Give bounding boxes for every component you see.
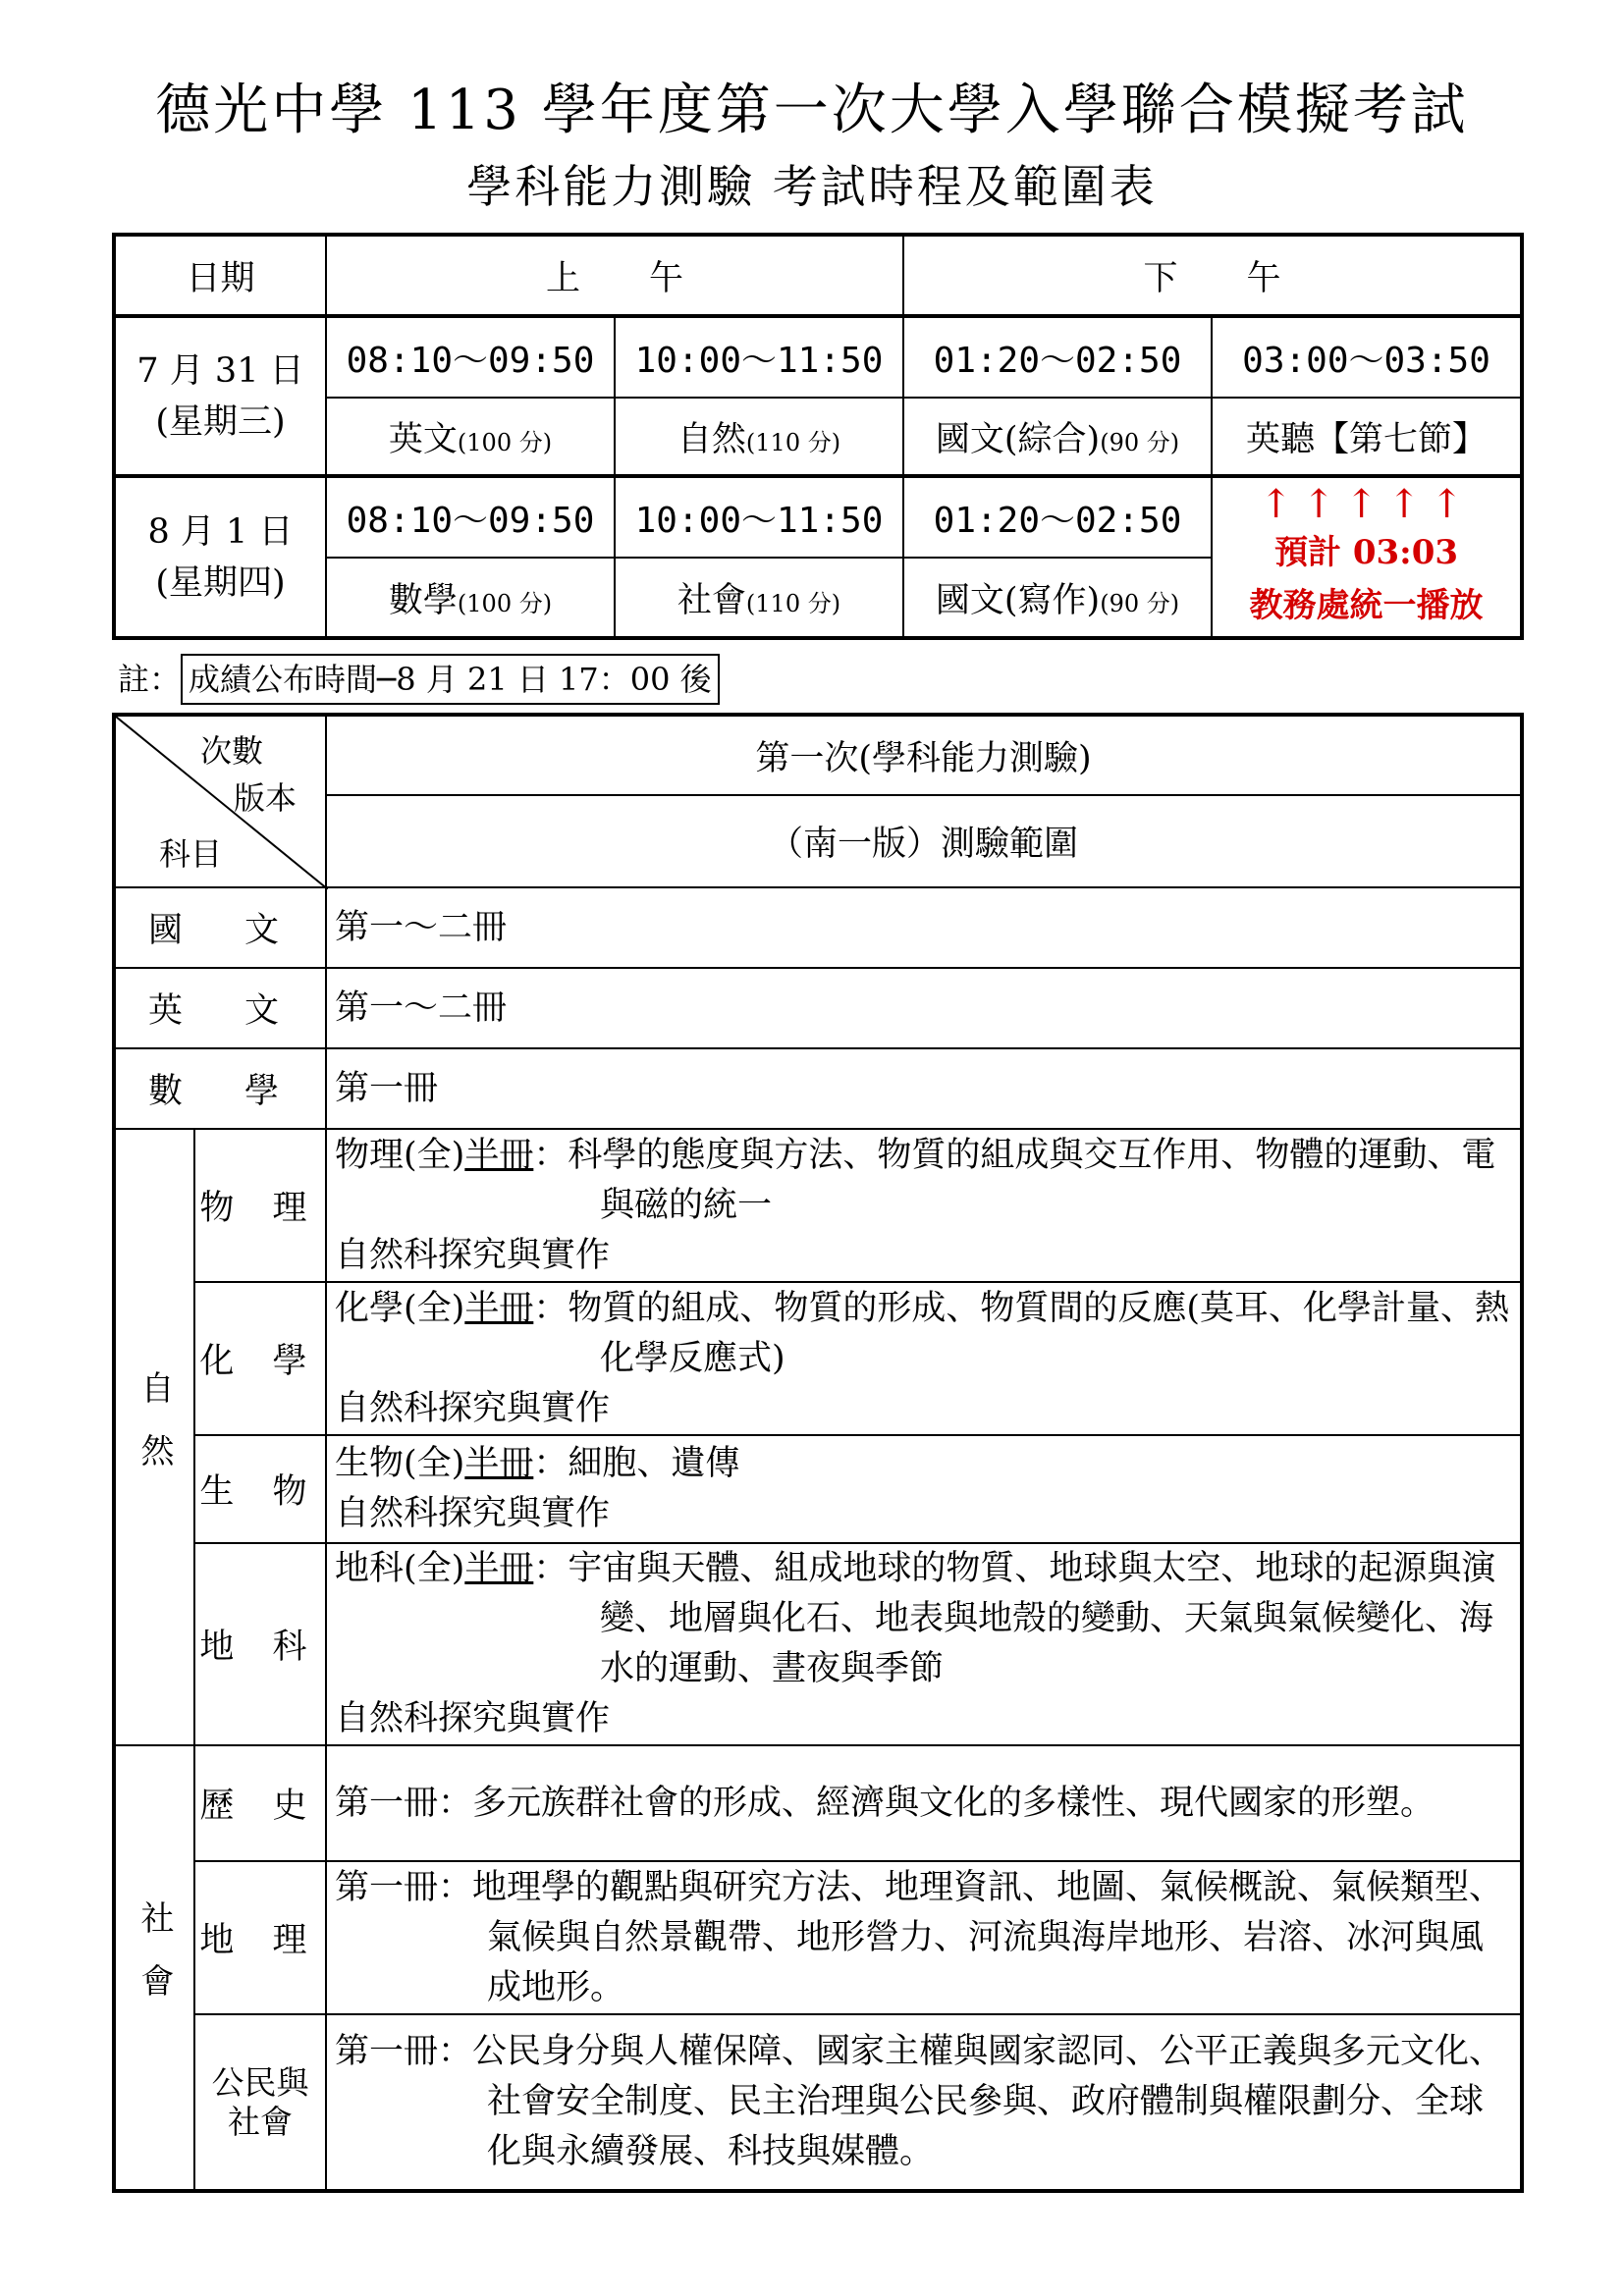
corner-count: 次數	[200, 732, 264, 770]
day2-date: 8 月 1 日	[147, 511, 294, 552]
subject-english: 英 文	[114, 968, 326, 1048]
corner-subject: 科目	[159, 835, 223, 873]
range-english: 第一～二冊	[326, 968, 1522, 1048]
schedule-table	[112, 233, 1524, 640]
corner-version: 版本	[234, 779, 298, 817]
subject-geography: 地 理	[194, 1861, 326, 2014]
subject-history: 歷 史	[194, 1745, 326, 1861]
day1-weekday: (星期三)	[155, 401, 286, 442]
note-label: 註：	[118, 661, 182, 698]
subject-chinese: 國 文	[114, 887, 326, 968]
version-header: （南一版）測驗範圍	[326, 795, 1522, 887]
subject-slot: 國文(寫作)(90 分)	[903, 558, 1212, 638]
range-earth-science: 地科(全)半冊：宇宙與天體、組成地球的物質、地球與太空、地球的起源與演變、地層與化石、地表與地殼的變動、天氣與氣候變化、海水的運動、晝夜與季節 自然科探究與實作	[326, 1543, 1522, 1745]
arrow-up-icon: ↑↑↑↑↑	[1259, 481, 1474, 527]
am-header: 上 午	[326, 235, 903, 316]
subject-math: 數 學	[114, 1048, 326, 1129]
social-group: 社會	[114, 1745, 194, 2191]
day2-date-cell	[114, 476, 326, 638]
corner-cell	[114, 715, 326, 887]
time-slot: 08:10～09:50	[326, 476, 615, 558]
range-chemistry: 化學(全)半冊：物質的組成、物質的形成、物質間的反應(莫耳、化學計量、熱化學反應式) 自然科探究與實作	[326, 1282, 1522, 1435]
date-header: 日期	[114, 235, 326, 316]
notice-text: 教務處統一播放	[1249, 585, 1484, 625]
subject-physics: 物 理	[194, 1129, 326, 1282]
subject-slot: 英文(100 分)	[326, 398, 615, 476]
range-biology: 生物(全)半冊：細胞、遺傳 自然科探究與實作	[326, 1435, 1522, 1543]
subject-slot: 國文(綜合)(90 分)	[903, 398, 1212, 476]
range-geography: 第一冊：地理學的觀點與研究方法、地理資訊、地圖、氣候概說、氣候類型、氣候與自然景觀帶、地形營力、河流與海岸地形、岩溶、冰河與風成地形。	[326, 1861, 1522, 2014]
note	[118, 654, 720, 705]
notice-time: 預計 03:03	[1274, 532, 1459, 572]
time-slot: 01:20～02:50	[903, 476, 1212, 558]
range-table	[112, 713, 1524, 2193]
subject-slot: 英聽【第七節】	[1212, 398, 1522, 476]
time-slot: 03:00～03:50	[1212, 316, 1522, 398]
time-slot: 01:20～02:50	[903, 316, 1212, 398]
pm-header: 下 午	[903, 235, 1522, 316]
time-slot: 10:00～11:50	[615, 476, 903, 558]
range-chinese: 第一～二冊	[326, 887, 1522, 968]
day2-weekday: (星期四)	[155, 562, 286, 603]
listening-notice	[1212, 476, 1522, 638]
range-history: 第一冊：多元族群社會的形成、經濟與文化的多樣性、現代國家的形塑。	[326, 1745, 1522, 1861]
science-group: 自然	[114, 1129, 194, 1745]
subject-civics: 公民與社會	[194, 2014, 326, 2191]
subject-earth-science: 地 科	[194, 1543, 326, 1745]
page-title: 德光中學 113 學年度第一次大學入學聯合模擬考試	[155, 79, 1469, 142]
range-civics: 第一冊：公民身分與人權保障、國家主權與國家認同、公平正義與多元文化、社會安全制度、民主治理與公民參與、政府體制與權限劃分、全球化與永續發展、科技與媒體。	[326, 2014, 1522, 2191]
note-text: 成績公布時間─8 月 21 日 17：00 後	[181, 654, 720, 705]
range-physics: 物理(全)半冊：科學的態度與方法、物質的組成與交互作用、物體的運動、電與磁的統一 自然科探究與實作	[326, 1129, 1522, 1282]
range-math: 第一冊	[326, 1048, 1522, 1129]
subject-biology: 生 物	[194, 1435, 326, 1543]
subject-slot: 數學(100 分)	[326, 558, 615, 638]
day1-date-cell	[114, 316, 326, 476]
day1-date: 7 月 31 日	[136, 350, 304, 391]
page-subtitle: 學科能力測驗 考試時程及範圍表	[466, 160, 1158, 213]
exam-header: 第一次(學科能力測驗)	[326, 715, 1522, 795]
subject-chemistry: 化 學	[194, 1282, 326, 1435]
time-slot: 08:10～09:50	[326, 316, 615, 398]
subject-slot: 社會(110 分)	[615, 558, 903, 638]
time-slot: 10:00～11:50	[615, 316, 903, 398]
subject-slot: 自然(110 分)	[615, 398, 903, 476]
